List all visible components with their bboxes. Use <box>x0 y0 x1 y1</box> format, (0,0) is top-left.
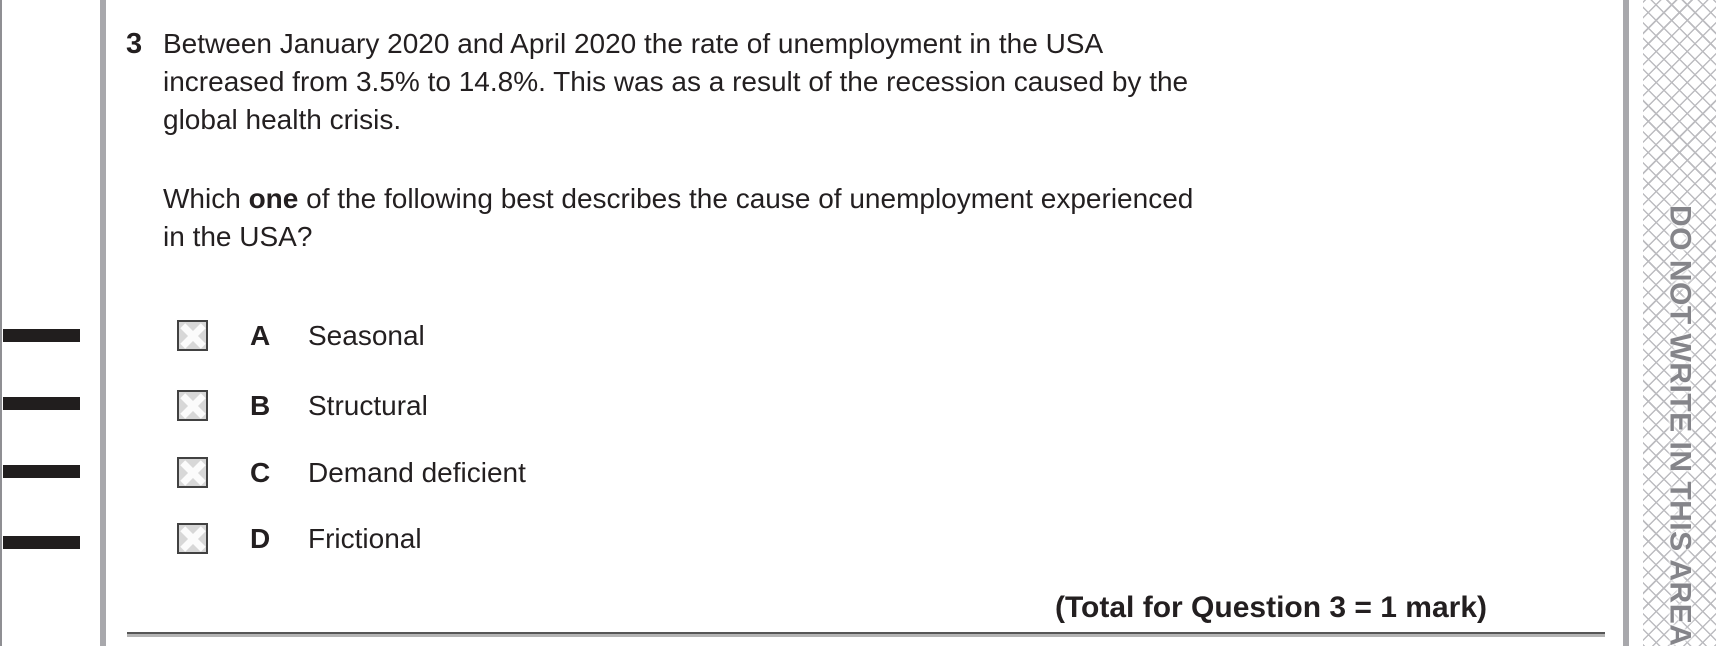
do-not-write-text: DO NOT WRITE IN THIS AREA <box>1663 205 1697 646</box>
do-not-write-strip <box>1643 0 1716 646</box>
prompt-line: in the USA? <box>163 221 313 252</box>
binding-mark <box>3 465 80 478</box>
question-divider-rule <box>127 632 1605 637</box>
option-row-c <box>177 457 697 488</box>
answer-checkbox-d crossed-box-icon[interactable] <box>177 523 208 554</box>
prompt-bold-word: one <box>248 183 299 214</box>
question-total-label: (Total for Question 3 = 1 mark) <box>1054 591 1487 624</box>
prompt-text: Which <box>163 183 249 214</box>
answer-checkbox-a crossed-box-icon[interactable] <box>177 320 208 351</box>
binding-mark <box>3 329 80 342</box>
question-prompt <box>163 180 1323 256</box>
option-label-b: Structural <box>308 390 428 421</box>
binding-mark <box>3 397 80 410</box>
option-letter-b: B <box>250 390 271 421</box>
option-letter-c: C <box>250 457 271 488</box>
option-row-b <box>177 390 697 421</box>
option-letter-a: A <box>250 320 271 351</box>
option-label-a: Seasonal <box>308 320 425 351</box>
option-row-a <box>177 320 697 351</box>
stem-line: Between January 2020 and April 2020 the rate of unemployment in the USA <box>163 28 1104 59</box>
answer-checkbox-b crossed-box-icon[interactable] <box>177 390 208 421</box>
answer-checkbox-c crossed-box-icon[interactable] <box>177 457 208 488</box>
option-label-d: Frictional <box>308 523 422 554</box>
left-margin-rule <box>100 0 106 646</box>
option-letter-d: D <box>250 523 271 554</box>
prompt-line <box>163 180 1323 218</box>
page-left-edge-rule <box>0 0 2 646</box>
option-label-c: Demand deficient <box>308 457 526 488</box>
option-row-d <box>177 523 697 554</box>
binding-mark <box>3 536 80 549</box>
question-stem <box>163 25 1283 139</box>
stem-line: increased from 3.5% to 14.8%. This was as a result of the recession caused by the <box>163 66 1189 97</box>
stem-line: global health crisis. <box>163 104 402 135</box>
question-number: 3 <box>126 28 143 60</box>
right-margin-rule <box>1623 0 1629 646</box>
prompt-text: of the following best describes the cause of unemployment experienced <box>298 183 1194 214</box>
